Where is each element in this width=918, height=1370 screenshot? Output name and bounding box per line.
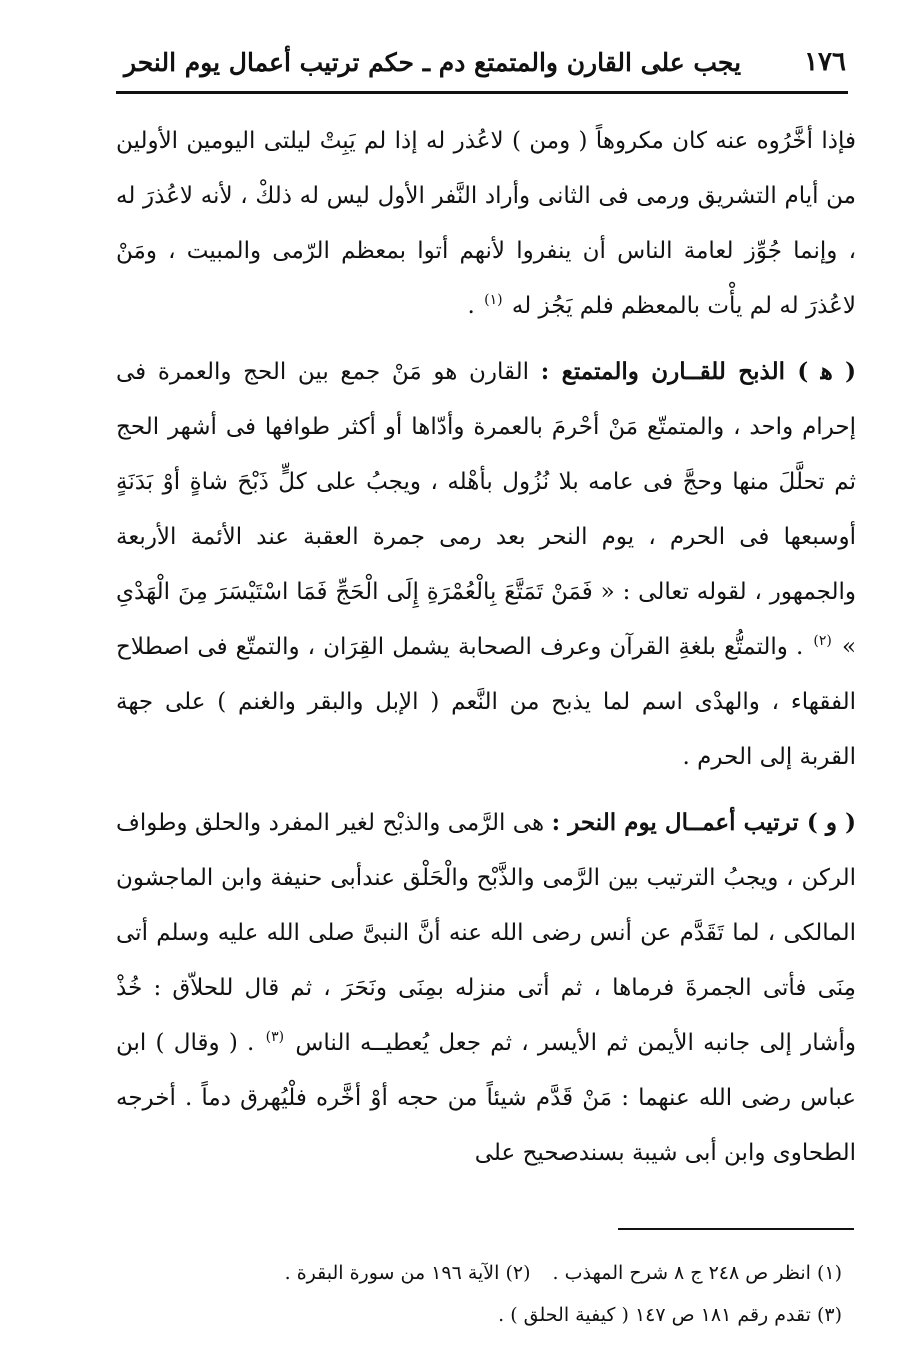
footnote-2: (٢) الآية ١٩٦ من سورة البقرة . bbox=[284, 1262, 531, 1284]
running-title: يجب على القارن والمتمتع دم ـ حكم ترتيب أعمال يوم النحر bbox=[124, 47, 742, 77]
paragraph-sacrifice bbox=[116, 344, 856, 785]
footnotes bbox=[118, 1252, 842, 1336]
paragraph-text-continued: . والتمتُّع بلغةِ القرآن وعرف الصحابة يشمل القِرَان ، والتمتّع فى اصطلاح الفقهاء ، والهدْى اسم لما يذبح من النَّعم ( الإبل والبقر والغنم ) على جهة القربة إلى الحرم . bbox=[116, 634, 856, 770]
section-heading-sacrifice: ( ﻫ ) الذبح للقــارن والمتمتع : bbox=[540, 358, 857, 385]
footnote-ref-3: (٣) bbox=[265, 1029, 285, 1046]
footnote-line bbox=[118, 1252, 842, 1294]
header-rule bbox=[116, 91, 848, 94]
footnote-ref-1: (١) bbox=[484, 292, 503, 309]
paragraph-order-of-rites bbox=[116, 795, 856, 1181]
section-heading-order: ( و ) ترتيب أعمــال يوم النحر : bbox=[551, 809, 857, 836]
page-number: ١٧٦ bbox=[804, 47, 846, 77]
footnote-3: (٣) تقدم رقم ١٨١ ص ١٤٧ ( كيفية الحلق ) . bbox=[498, 1304, 842, 1326]
footnote-1: (١) انظر ص ٢٤٨ ج ٨ شرح المهذب . bbox=[552, 1262, 842, 1284]
main-text bbox=[116, 114, 856, 1181]
footnote-ref-2: (٢) bbox=[813, 633, 832, 650]
paragraph-text: القارن هو مَنْ جمع بين الحج والعمرة فى إحرام واحد ، والمتمتّع مَنْ أحْرمَ بالعمرة وأدّاها أو أكثر طوافها فى أشهر الحج ثم تحلَّلَ منها وحجَّ فى عامه بلا نُزُول بأهْله ، ويجبُ على كلٍّ ذَبْحَ شاةٍ أوْ بَدَنَةٍ أوسبعها فى الحرم ، يوم النحر بعد رمى جمرة العقبة عند الأئمة الأربعة والجمهور ، لقوله تعالى : « فَمَنْ تَمَتَّعَ بِالْعُمْرَةِ إِلَى الْحَجِّ فَمَا اسْتَيْسَرَ مِنَ الْهَدْىِ » bbox=[116, 359, 857, 660]
paragraph-text: فإذا أخَّرُوه عنه كان مكروهاً ( ومن ) لاعُذر له إذا لم يَبِتْ ليلتى اليومين الأولين من أيام التشريق ورمى فى الثانى وأراد النَّفر الأول ليس له ذلكْ ، لأنه لاعُذرَ له ، وإنما جُوِّز لعامة الناس أن ينفروا لأنهم أتوا بمعظم الرّمى والمبيت ، ومَنْ لاعُذرَ له لم يأْت بالمعظم فلم يَجُز له bbox=[116, 128, 856, 319]
paragraph-tail: . bbox=[467, 293, 475, 319]
paragraph-night-stay bbox=[116, 114, 856, 334]
running-head bbox=[118, 40, 846, 84]
paragraph-text: هى الرَّمى والذبْح لغير المفرد والحلق وطواف الركن ، ويجبُ الترتيب بين الرَّمى والذَّبْح والْحَلْق عندأبى حنيفة وابن الماجشون المالكى ، لما تَقَدَّم عن أنس رضى الله عنه أنَّ النبىَّ صلى الله عليه وسلم أتى مِنَى فأتى الجمرةَ فرماها ، ثم أتى منزله بمِنَى ونَحَرَ ، ثم قال للحلاّق : خُذْ وأشار إلى جانبه الأيمن ثم الأيسر ، ثم جعل يُعطيــه الناس bbox=[116, 810, 857, 1056]
footnote-rule bbox=[618, 1228, 854, 1230]
footnote-line bbox=[118, 1294, 842, 1336]
paragraph-text-continued: . ( وقال ) ابن عباس رضى الله عنهما : مَنْ قَدَّم شيئاً من حجه أوْ أخَّره فلْيُهرق دماً . أخرجه الطحاوى وابن أبى شيبة بسندصحيح على bbox=[116, 1030, 856, 1166]
